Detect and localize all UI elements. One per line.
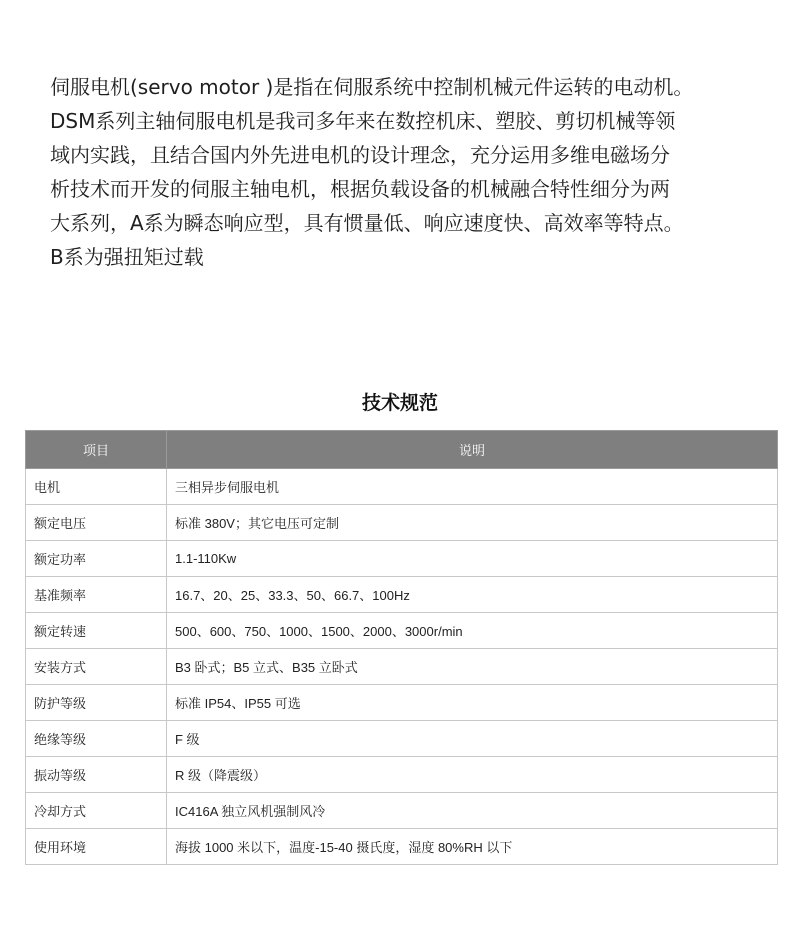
row-desc: 1.1-110Kw [167, 541, 778, 577]
table-row [26, 829, 778, 865]
intro-line: 域内实践，且结合国内外先进电机的设计理念，充分运用多维电磁场分 [50, 143, 670, 167]
row-item: 基准频率 [26, 577, 167, 613]
table-row [26, 757, 778, 793]
row-item: 额定功率 [26, 541, 167, 577]
row-item: 振动等级 [26, 757, 167, 793]
header-desc: 说明 [167, 431, 778, 469]
intro-line: DSM系列主轴伺服电机是我司多年来在数控机床、塑胶、剪切机械等领 [50, 109, 676, 133]
intro-line: 析技术而开发的伺服主轴电机，根据负载设备的机械融合特性细分为两 [50, 177, 670, 201]
table-row [26, 505, 778, 541]
table-row [26, 793, 778, 829]
spec-table [25, 430, 778, 865]
row-item: 使用环境 [26, 829, 167, 865]
row-item: 电机 [26, 469, 167, 505]
spec-title: 技术规范 [361, 392, 438, 414]
table-row [26, 577, 778, 613]
row-item: 额定电压 [26, 505, 167, 541]
intro-line: 伺服电机(servo motor )是指在伺服系统中控制机械元件运转的电动机。 [50, 75, 694, 99]
intro-line: 大系列，A系为瞬态响应型，具有惯量低、响应速度快、高效率等特点。 [50, 211, 684, 235]
table-row [26, 721, 778, 757]
row-desc: R 级（降震级） [167, 757, 778, 793]
row-item: 安装方式 [26, 649, 167, 685]
row-desc: 16.7、20、25、33.3、50、66.7、100Hz [167, 577, 778, 613]
header-item: 项目 [26, 431, 167, 469]
table-row [26, 613, 778, 649]
row-desc: B3 卧式；B5 立式、B35 立卧式 [167, 649, 778, 685]
row-desc: IC416A 独立风机强制风冷 [167, 793, 778, 829]
intro-paragraph [50, 70, 760, 274]
table-row [26, 469, 778, 505]
table-row [26, 541, 778, 577]
row-desc: 500、600、750、1000、1500、2000、3000r/min [167, 613, 778, 649]
row-desc: 标准 380V；其它电压可定制 [167, 505, 778, 541]
row-item: 冷却方式 [26, 793, 167, 829]
row-desc: 标准 IP54、IP55 可选 [167, 685, 778, 721]
row-item: 防护等级 [26, 685, 167, 721]
table-row [26, 649, 778, 685]
row-desc: 海拔 1000 米以下，温度-15-40 摄氏度，湿度 80%RH 以下 [167, 829, 778, 865]
intro-line: B系为强扭矩过载 [50, 245, 204, 269]
row-item: 额定转速 [26, 613, 167, 649]
row-item: 绝缘等级 [26, 721, 167, 757]
row-desc: F 级 [167, 721, 778, 757]
table-row [26, 685, 778, 721]
spec-header-row [26, 431, 778, 469]
row-desc: 三相异步伺服电机 [167, 469, 778, 505]
